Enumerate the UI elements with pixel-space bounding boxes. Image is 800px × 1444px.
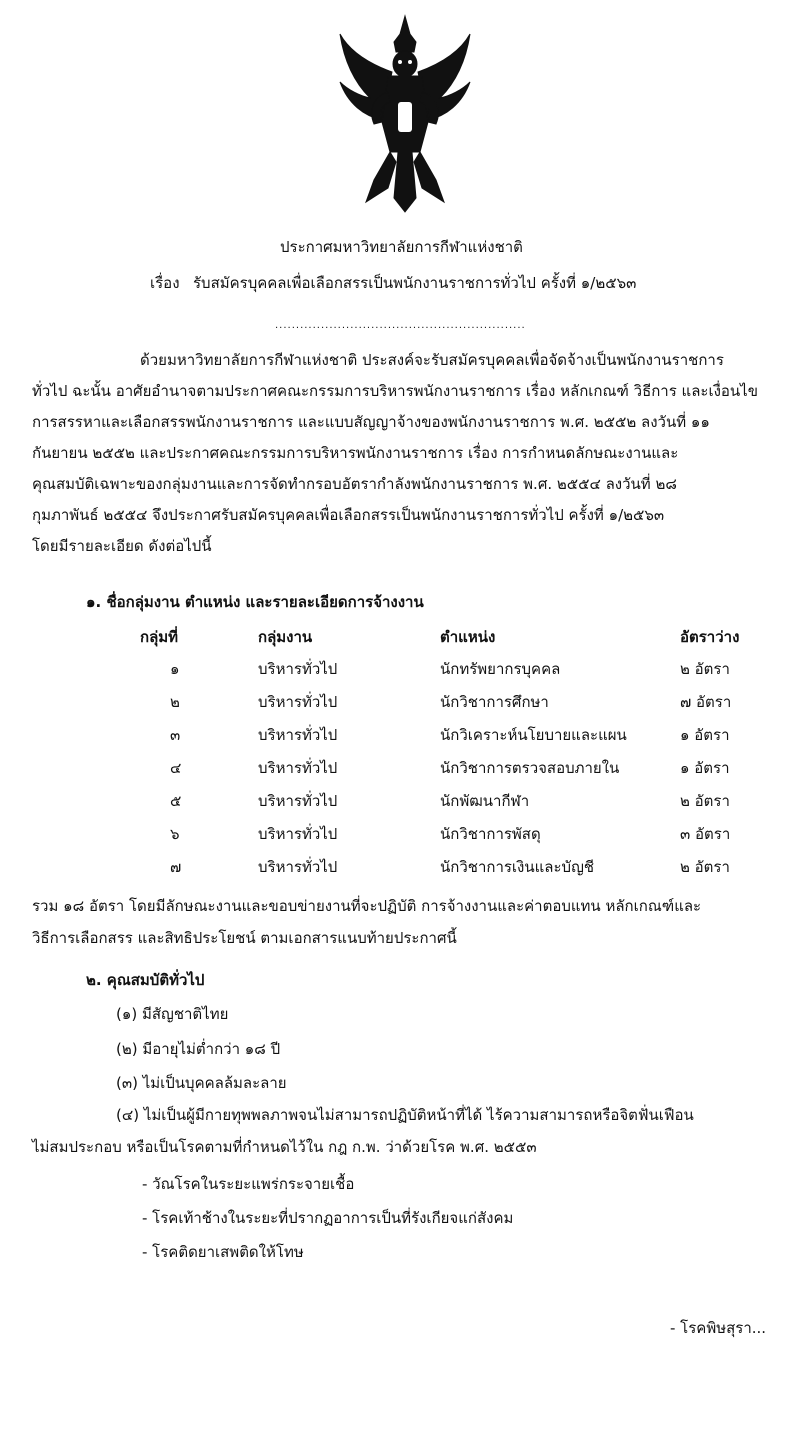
table-row <box>140 652 790 685</box>
cell-vacancies: ๒ อัตรา <box>680 857 730 876</box>
qualification-item-continuation: ไม่สมประกอบ หรือเป็นโรคตามที่กำหนดไว้ใน กฎ ก.พ. ว่าด้วยโรค พ.ศ. ๒๕๕๓ <box>32 1138 537 1156</box>
cell-group: บริหารทั่วไป <box>258 659 338 678</box>
table-row <box>140 718 790 751</box>
cell-group: บริหารทั่วไป <box>258 857 338 876</box>
cell-group-no: ๕ <box>170 791 182 810</box>
cell-group-no: ๒ <box>170 692 180 711</box>
table-row <box>140 850 790 883</box>
cell-vacancies: ๗ อัตรา <box>680 692 732 711</box>
table-row <box>140 817 790 850</box>
cell-position: นักวิชาการเงินและบัญชี <box>440 857 595 876</box>
cell-group: บริหารทั่วไป <box>258 692 338 711</box>
cell-group: บริหารทั่วไป <box>258 758 338 777</box>
column-header-vacancies: อัตราว่าง <box>680 628 740 646</box>
subject-text: รับสมัครบุคคลเพื่อเลือกสรรเป็นพนักงานราชการทั่วไป ครั้งที่ ๑/๒๕๖๓ <box>193 274 637 292</box>
table-row <box>140 784 790 817</box>
column-header-group: กลุ่มงาน <box>258 628 313 646</box>
cell-group-no: ๗ <box>170 857 182 876</box>
cell-position: นักพัฒนากีฬา <box>440 791 530 810</box>
cell-group: บริหารทั่วไป <box>258 791 338 810</box>
disease-item: - โรคเท้าช้างในระยะที่ปรากฏอาการเป็นที่รังเกียจแก่สังคม <box>142 1209 514 1227</box>
intro-line: คุณสมบัติเฉพาะของกลุ่มงานและการจัดทำกรอบอัตรากำลังพนักงานราชการ พ.ศ. ๒๕๕๔ ลงวันที่ ๒๘ <box>32 475 677 493</box>
table-row <box>140 685 790 718</box>
qualification-item: (๓) ไม่เป็นบุคคลล้มละลาย <box>116 1074 287 1092</box>
table-row <box>140 751 790 784</box>
summary-line: วิธีการเลือกสรร และสิทธิประโยชน์ ตามเอกสารแนบท้ายประกาศนี้ <box>32 929 457 947</box>
positions-table <box>140 622 790 883</box>
disease-item: - โรคติดยาเสพติดให้โทษ <box>142 1243 304 1261</box>
announcement-title: ประกาศมหาวิทยาลัยการกีฬาแห่งชาติ <box>280 238 523 256</box>
disease-item: - วัณโรคในระยะแพร่กระจายเชื้อ <box>142 1175 355 1193</box>
separator-line: ............................................................ <box>275 320 526 331</box>
cell-position: นักวิชาการพัสดุ <box>440 824 541 843</box>
cell-group-no: ๔ <box>170 758 182 777</box>
intro-line: การสรรหาและเลือกสรรพนักงานราชการ และแบบสัญญาจ้างของพนักงานราชการ พ.ศ. ๒๕๕๒ ลงวันที่ ๑๑ <box>32 413 710 431</box>
qualification-item: (๒) มีอายุไม่ต่ำกว่า ๑๘ ปี <box>116 1040 281 1058</box>
intro-line: กันยายน ๒๕๕๒ และประกาศคณะกรรมการบริหารพนักงานราชการ เรื่อง การกำหนดลักษณะงานและ <box>32 444 679 462</box>
column-header-group-no: กลุ่มที่ <box>140 628 179 646</box>
section1-summary <box>32 890 772 954</box>
intro-paragraph <box>32 345 772 562</box>
intro-line: โดยมีรายละเอียด ดังต่อไปนี้ <box>32 537 212 555</box>
cell-position: นักวิชาการตรวจสอบภายใน <box>440 758 620 777</box>
subject-label: เรื่อง <box>150 274 180 292</box>
intro-line: ด้วยมหาวิทยาลัยการกีฬาแห่งชาติ ประสงค์จะรับสมัครบุคคลเพื่อจัดจ้างเป็นพนักงานราชการ <box>140 351 724 369</box>
cell-vacancies: ๒ อัตรา <box>680 659 730 678</box>
cell-position: นักวิเคราะห์นโยบายและแผน <box>440 725 627 744</box>
cell-position: นักทรัพยากรบุคคล <box>440 659 561 678</box>
cell-group: บริหารทั่วไป <box>258 824 338 843</box>
intro-line: กุมภาพันธ์ ๒๕๕๔ จึงประกาศรับสมัครบุคคลเพื่อเลือกสรรเป็นพนักงานราชการทั่วไป ครั้งที่ ๑/๒๕๖๓ <box>32 506 665 524</box>
intro-line: ทั่วไป ฉะนั้น อาศัยอำนาจตามประกาศคณะกรรมการบริหารพนักงานราชการ เรื่อง หลักเกณฑ์ วิธีการ และเงื่อนไข <box>32 382 758 400</box>
qualification-item: (๔) ไม่เป็นผู้มีกายทุพพลภาพจนไม่สามารถปฏิบัติหน้าที่ได้ ไร้ความสามารถหรือจิตฟั่นเฟือน <box>116 1106 694 1124</box>
qualification-item: (๑) มีสัญชาติไทย <box>116 1005 229 1023</box>
cell-vacancies: ๓ อัตรา <box>680 824 731 843</box>
cell-group-no: ๖ <box>170 824 180 843</box>
cell-group-no: ๓ <box>170 725 181 744</box>
cell-vacancies: ๑ อัตรา <box>680 758 730 777</box>
cell-group-no: ๑ <box>170 659 180 678</box>
table-header-row <box>140 622 790 652</box>
column-header-position: ตำแหน่ง <box>440 628 496 646</box>
continued-text: - โรคพิษสุรา... <box>670 1319 767 1337</box>
section2-heading: ๒. คุณสมบัติทั่วไป <box>86 971 205 989</box>
section1-heading: ๑. ชื่อกลุ่มงาน ตำแหน่ง และรายละเอียดการจ้างงาน <box>86 593 424 611</box>
garuda-emblem-icon <box>330 12 480 217</box>
cell-vacancies: ๑ อัตรา <box>680 725 730 744</box>
summary-line: รวม ๑๘ อัตรา โดยมีลักษณะงานและขอบข่ายงานที่จะปฏิบัติ การจ้างงานและค่าตอบแทน หลักเกณฑ์และ <box>32 897 702 915</box>
cell-vacancies: ๒ อัตรา <box>680 791 730 810</box>
cell-position: นักวิชาการศึกษา <box>440 692 549 711</box>
cell-group: บริหารทั่วไป <box>258 725 338 744</box>
